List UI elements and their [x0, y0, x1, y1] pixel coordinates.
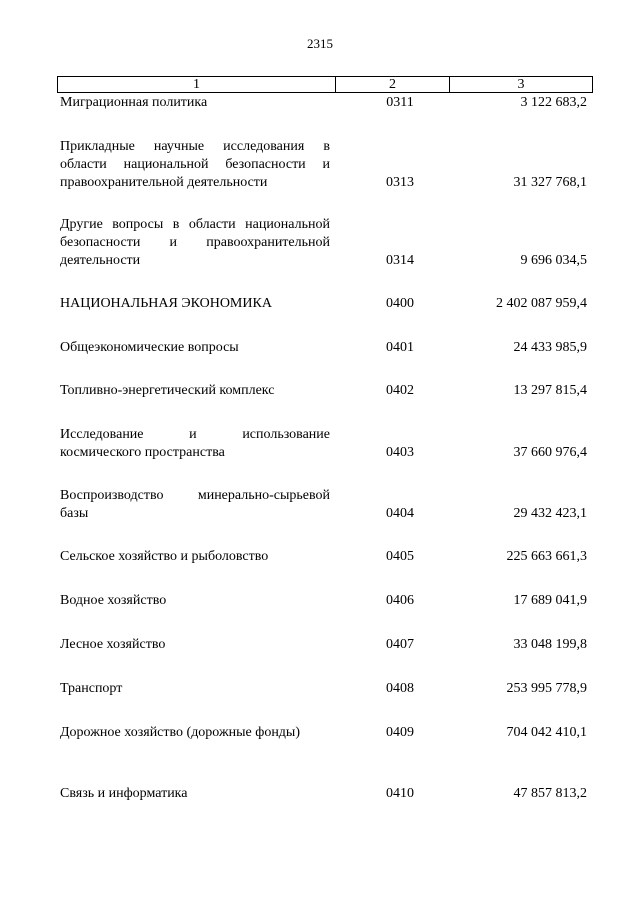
row-name: Топливно-энергетический комплекс [60, 383, 275, 398]
row-code: 0409 [386, 725, 414, 740]
row-code: 0406 [386, 593, 414, 608]
row-amount: 3 122 683,2 [520, 95, 587, 110]
page-number: 2315 [307, 36, 333, 51]
row-code: 0400 [386, 296, 414, 311]
row-code: 0402 [386, 383, 414, 398]
row-name: Прикладные научные исследования в области национальной безопасности и правоохранительной деятельности [60, 139, 330, 190]
row-name: Миграционная политика [60, 95, 208, 110]
row-amount: 31 327 768,1 [513, 175, 587, 190]
row-amount: 24 433 985,9 [513, 340, 587, 355]
row-amount: 704 042 410,1 [506, 725, 587, 740]
row-amount: 17 689 041,9 [513, 593, 587, 608]
row-amount: 2 402 087 959,4 [496, 296, 587, 311]
row-name: Лесное хозяйство [60, 637, 166, 652]
row-amount: 13 297 815,4 [513, 383, 587, 398]
row-amount: 253 995 778,9 [506, 681, 587, 696]
column-header-1: 1 [58, 77, 336, 92]
row-name: Дорожное хозяйство (дорожные фонды) [60, 725, 301, 740]
column-header-row [57, 76, 593, 93]
row-name: Сельское хозяйство и рыболовство [60, 549, 269, 564]
row-amount: 9 696 034,5 [520, 253, 587, 268]
column-header-2: 2 [336, 77, 450, 92]
row-name: Другие вопросы в области национальной безопасности и правоохранительной деятельности [60, 217, 330, 268]
row-code: 0410 [386, 786, 414, 801]
row-name: Водное хозяйство [60, 593, 167, 608]
row-amount: 33 048 199,8 [513, 637, 587, 652]
row-name: НАЦИОНАЛЬНАЯ ЭКОНОМИКА [60, 296, 272, 311]
row-amount: 225 663 661,3 [506, 549, 587, 564]
row-amount: 29 432 423,1 [513, 506, 587, 521]
row-code: 0314 [386, 253, 414, 268]
row-name: Воспроизводство минерально-сырьевой базы [60, 488, 330, 521]
row-name: Связь и информатика [60, 786, 188, 801]
row-code: 0401 [386, 340, 414, 355]
row-code: 0404 [386, 506, 414, 521]
row-name: Общеэкономические вопросы [60, 340, 239, 355]
row-code: 0311 [386, 95, 414, 110]
row-code: 0313 [386, 175, 414, 190]
row-code: 0407 [386, 637, 414, 652]
row-code: 0403 [386, 445, 414, 460]
column-header-3: 3 [517, 77, 525, 92]
row-name: Транспорт [60, 681, 123, 696]
row-amount: 37 660 976,4 [513, 445, 587, 460]
row-code: 0405 [386, 549, 414, 564]
row-name: Исследование и использование космического пространства [60, 427, 330, 460]
row-code: 0408 [386, 681, 414, 696]
row-amount: 47 857 813,2 [513, 786, 587, 801]
